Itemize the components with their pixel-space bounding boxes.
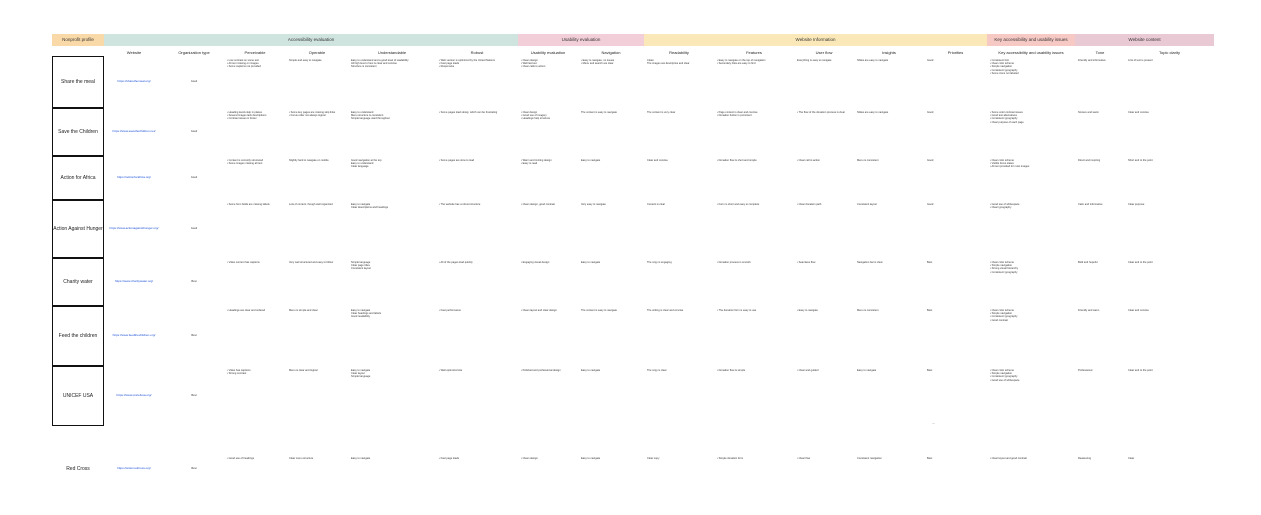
table-cell: Clean The images are descriptive and clear (647, 59, 690, 66)
table-row (52, 306, 1214, 366)
table-cell: Easy to navigate (351, 457, 371, 460)
table-cell: The content is very clear (647, 111, 676, 114)
group-header-row (52, 34, 1214, 46)
column-header: User flow (815, 50, 833, 55)
table-cell: • Simple donation form (717, 457, 744, 460)
table-cell: • Engaging visual design (521, 261, 550, 264)
table-cell: Content is clear (647, 203, 666, 206)
table-cell: Consistent layout (857, 203, 877, 206)
table-cell: Easy to navigate (581, 369, 601, 372)
group-header-usability: Usability evaluation (518, 34, 644, 46)
table-cell: Easy to understand Menu structure is consistent Simple language used throughout (351, 111, 390, 121)
website-link[interactable]: https://sharethemeal.org/ (117, 80, 151, 83)
table-cell: The copy is engaging (647, 261, 672, 264)
website-link[interactable]: https://www.actionagainsthunger.org/ (109, 227, 159, 230)
column-header: Readability (669, 50, 689, 55)
website-link[interactable]: https://www.charitywater.org/ (114, 280, 154, 283)
table-cell: The writing is clear and concise (647, 309, 684, 312)
table-cell: Simple language Clear page titles Consistent layout (351, 261, 371, 271)
table-cell: • Video has captions • Strong contrast (227, 369, 251, 376)
column-header: Organization type (178, 50, 210, 55)
table-cell: • Easy to navigate on the top of navigation • Secondary links are easy to find (717, 59, 766, 66)
column-header: Perceivable (244, 50, 266, 55)
table-cell: Best (927, 261, 933, 264)
table-cell: Good (927, 159, 934, 162)
website-link[interactable]: https://www.savethechildren.net/ (112, 130, 156, 133)
table-cell: Friendly and warm (1078, 309, 1100, 312)
table-row (52, 156, 1214, 200)
table-cell: Very easy to navigate (581, 203, 606, 206)
column-header: Key accessibility and usability issues (998, 50, 1064, 55)
table-cell: Professional (1078, 369, 1093, 372)
table-cell: • Seamless flow (797, 261, 816, 264)
column-header: Priorities (947, 50, 964, 55)
table-cell: Lots of content, though well organized (289, 203, 333, 206)
column-header: Navigation (601, 50, 621, 55)
table-cell: Menu is clear and logical (289, 369, 318, 372)
organization-type: Good (190, 176, 198, 179)
table-cell: Bold and hopeful (1078, 261, 1098, 264)
table-cell: Easy to navigate Clear descriptions and headings (351, 203, 389, 210)
table-cell: • The website has a robust structure (439, 203, 481, 206)
organization-name: Share the meal (52, 56, 104, 108)
table-cell: Easy to navigate (581, 261, 601, 264)
table-cell: • Easy to navigate (797, 309, 818, 312)
table-cell: • Donation flow is short and simple (717, 159, 757, 162)
table-cell: • Clear layout and good contrast (990, 457, 1027, 460)
table-cell: • Consistent font • Clear color scheme • Simple navigation • Consistent typography • Some icons not labeled (990, 59, 1019, 75)
table-cell: • Clear flow (797, 457, 811, 460)
table-row (52, 454, 1214, 484)
organization-type: Good (190, 130, 198, 133)
organization-type: Best (191, 467, 197, 470)
column-header: Operable (308, 50, 326, 55)
table-cell: • Donation flow is simple (717, 369, 746, 372)
table-cell: Good (927, 111, 934, 114)
table-cell: A lot of text is present (1128, 59, 1153, 62)
table-cell: • Clean design (521, 457, 538, 460)
table-cell: Sincere and warm (1078, 111, 1099, 114)
table-cell: • Fast page loads (439, 457, 460, 460)
group-header-accessibility: Accessibility evaluation (104, 34, 518, 46)
table-cell: Menu is consistent (857, 159, 879, 162)
table-cell: Best (927, 369, 933, 372)
group-header-key-issues: Key accessibility and usability issues (987, 34, 1075, 46)
column-header: Website (126, 50, 142, 55)
table-cell: Slightly hard to navigate on mobile (289, 159, 329, 162)
table-cell: • Clear call to action (797, 159, 820, 162)
table-cell: • Form is short and easy to complete (717, 203, 760, 206)
table-cell: • Clean design • Well laid out • Clear calls to action (521, 59, 546, 69)
table-cell: Clear and concise (647, 159, 668, 162)
table-cell: • All of the pages load quickly (439, 261, 473, 264)
table-cell: • The donation form is easy to use (717, 309, 757, 312)
table-cell: Simple and easy to navigate (289, 59, 322, 62)
table-cell: The copy is clear (647, 369, 667, 372)
table-cell: • Clear color scheme • Simple navigation • Strong visual hierarchy • Consistent typography (990, 261, 1019, 274)
table-cell: Clear purpose (1128, 203, 1145, 206)
table-cell: Clear (1128, 457, 1135, 460)
table-cell: • Heading levels skip in places • Several images lack descriptions • Contrast issues in footer (227, 111, 267, 121)
table-cell: Clear and to the point (1128, 261, 1153, 264)
website-link[interactable]: https://www.feedthechildren.org/ (112, 334, 156, 337)
table-cell: Very well structured and easy to follow (289, 261, 334, 264)
table-cell: • Polished and professional design (521, 369, 561, 372)
table-cell: • Warm and inviting design • Easy to read (521, 159, 552, 166)
table-cell: • Headings are clear and ordered (227, 309, 266, 312)
column-header: Features (746, 50, 762, 55)
table-cell: Clear copy (647, 457, 660, 460)
ellipsis: ... (932, 420, 936, 425)
organization-name: Feed the children (52, 306, 104, 366)
table-cell: Good (927, 59, 934, 62)
table-cell: Easy to navigate Clear headings and labels Good readability (351, 309, 381, 319)
table-cell: Best (927, 457, 933, 460)
table-cell: • Donation process is smooth (717, 261, 751, 264)
table-cell: Menu is simple and clear (289, 309, 318, 312)
organization-name: Charity water (52, 258, 104, 306)
table-cell: Friendly and informative (1078, 59, 1106, 62)
table-cell: • Web version is optimized by the United Nations • Fast page loads • Responsive (439, 59, 495, 69)
table-cell: • Some pages load slowly, which can be frustrating (439, 111, 498, 114)
table-cell: • Clear color scheme • Simple navigation • Consistent typography • Good use of whitespace (990, 369, 1020, 382)
group-header-website-information: Website Information (644, 34, 987, 46)
table-cell: Navigation bar is clear (857, 261, 883, 264)
table-cell: • The flow of the donation process is clear (797, 111, 846, 114)
table-cell: • Some key pages are missing skip links • Focus order not always logical (289, 111, 336, 118)
organization-name: Action for Africa (52, 156, 104, 200)
table-cell: Good navigation at the top Easy to understand Clear language (351, 159, 382, 169)
group-header-website-content: Website content (1075, 34, 1214, 46)
organization-type: Best (191, 394, 197, 397)
table-cell: Everything is easy to navigate (797, 59, 832, 62)
table-cell: • Well optimized site (439, 369, 463, 372)
organization-type: Best (191, 280, 197, 283)
column-header: Usability evaluation (530, 50, 566, 55)
table-cell: Slides are easy to navigate (857, 111, 889, 114)
table-cell: Clear and concise (1128, 111, 1149, 114)
table-cell: • Good use of headings (227, 457, 255, 460)
table-cell: Consistent navigation (857, 457, 882, 460)
organization-type: Good (190, 227, 198, 230)
website-link[interactable]: https://www.redcross.org/ (117, 467, 151, 470)
table-cell: • Clear design • Good use of imagery • Headings help structure (521, 111, 551, 121)
table-cell: • Good use of whitespace • Clear typography (990, 203, 1020, 210)
table-cell: • Easy to navigate, no issues • Menu and search are clear (581, 59, 615, 66)
table-cell: Clear menu structure (289, 457, 314, 460)
table-cell: • Clear color scheme • Simple navigation • Consistent typography • Good contrast (990, 309, 1018, 322)
table-cell: • Some pages are slow to load (439, 159, 475, 162)
table-cell: Slides are easy to navigate (857, 59, 889, 62)
table-cell: The content is easy to navigate (581, 309, 617, 312)
column-header: Tone (1095, 50, 1105, 55)
website-link[interactable]: https://actionforafrica.org/ (117, 176, 151, 179)
column-header: Robust (470, 50, 484, 55)
column-header: Topic clarity (1159, 50, 1180, 55)
column-header: Insights (882, 50, 896, 55)
table-row (52, 258, 1214, 306)
table-cell: • Clear and guided (797, 369, 819, 372)
table-cell: • Clear color scheme • Visible focus states • Alt text provided for most images (990, 159, 1030, 169)
organization-type: Good (190, 80, 198, 83)
table-cell: Easy to navigate (857, 369, 877, 372)
table-cell: Menu is consistent (857, 309, 879, 312)
organization-name: Save the Children (52, 108, 104, 156)
table-cell: Calm and informative (1078, 203, 1103, 206)
website-link[interactable]: https://www.unicefusa.org/ (116, 394, 152, 397)
column-header: Understandable (377, 50, 407, 55)
table-cell: The content is easy to navigate (581, 111, 617, 114)
table-row (52, 200, 1214, 258)
table-cell: Direct and inspiring (1078, 159, 1101, 162)
table-cell: Easy to navigate (581, 457, 601, 460)
table-cell: Best (927, 309, 933, 312)
table-cell: Easy to understand and a good level of readability All high level of text is clear and concise Structure is consistent (351, 59, 409, 69)
table-cell: Easy to navigate Clear layout Simple language (351, 369, 371, 379)
table-cell: Reassuring (1078, 457, 1092, 460)
organization-name: Action Against Hunger (52, 200, 104, 258)
table-cell: Clear and concise (1128, 309, 1149, 312)
organization-name: UNICEF USA (52, 366, 104, 426)
organization-name: Red Cross (66, 466, 90, 472)
table-cell: • Video content has captions (227, 261, 260, 264)
table-cell: Easy to navigate (581, 159, 601, 162)
table-row (52, 56, 1214, 108)
table-row (52, 108, 1214, 156)
table-row (52, 366, 1214, 426)
organization-type: Best (191, 334, 197, 337)
table-cell: Clear and to the point (1128, 369, 1153, 372)
table-cell: Good (927, 203, 934, 206)
table-cell: • Some form fields are missing labels (227, 203, 270, 206)
table-cell: • Clear donation path (797, 203, 822, 206)
table-cell: • Some color contrast issues • Good text alternatives • Consistent typography • Clear purpose of each page (990, 111, 1024, 124)
table-cell: • Clean layout and clear design (521, 309, 557, 312)
table-cell: • Fast performance (439, 309, 461, 312)
table-cell: • Low contrast on some text • Alt text missing on images • Some captions not provided (227, 59, 261, 69)
table-cell: • Page content is clear and concise • Donation button is prominent (717, 111, 758, 118)
table-cell: Short and to the point (1128, 159, 1153, 162)
table-cell: • Clean design, good contrast (521, 203, 555, 206)
group-header-nonprofit-profile: Nonprofit profile (52, 34, 104, 46)
table-cell: • Content is correctly structured • Some images missing alt text (227, 159, 264, 166)
